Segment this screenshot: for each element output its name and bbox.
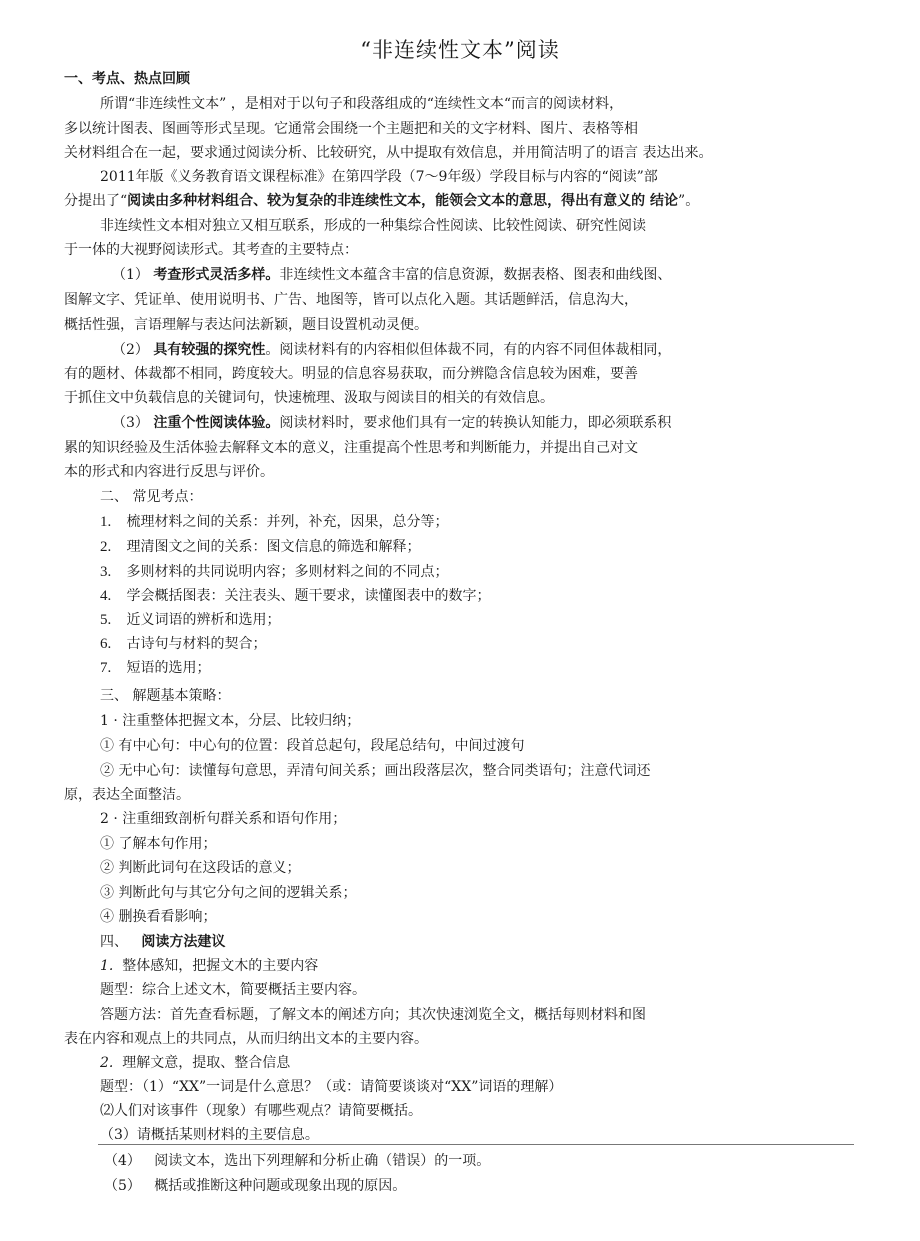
paragraph-2-line-2 [64, 191, 699, 211]
section-4-title: 阅读方法建议 [141, 934, 226, 950]
feature-2-line-1 [112, 340, 671, 360]
list-item [100, 610, 280, 630]
list-item [100, 658, 210, 678]
paragraph-2-prefix: 分提出了“ [64, 193, 128, 209]
paragraph-2-quote: 阅读由多种材料组合、较为复杂的非连续性文本，能领会文本的意思，得出有意义的 结论 [127, 193, 679, 209]
list-item-text: 多则材料的共同说明内容；多则材料之间的不同点； [126, 564, 449, 580]
method-2-question-type: 题型：（1）“XX”一词是什么意思？（或：请简要谈谈对“XX”词语的理解） [100, 1079, 563, 1095]
strategy-2: 2 · 注重细致剖析句群关系和语句作用； [100, 811, 347, 827]
list-item-text: 短语的选用； [126, 660, 211, 676]
section-3-heading: 三、 解题基本策略： [100, 688, 231, 704]
section-4-number: 四、 [100, 934, 128, 950]
feature-1-text: 非连续性文本蕴含丰富的信息资源，数据表格、图表和曲线图、 [279, 267, 672, 283]
paragraph-2-line-1: 2011年版《义务教育语文课程标准》在第四学段（7～9年级）学段目标与内容的“阅读”部 [100, 169, 658, 185]
list-item-number: 1. [100, 514, 112, 530]
paragraph-2-suffix: ”。 [678, 193, 700, 209]
method-1-question-type: 题型：综合上述文木，简要概括主要内容。 [100, 982, 366, 998]
feature-2-label: （2） [112, 342, 149, 358]
list-item [100, 512, 448, 532]
method-1-heading [100, 956, 318, 976]
feature-2-heading: 具有较强的探究性 [153, 342, 266, 358]
feature-3-line-3: 本的形式和内容进行反思与评价。 [64, 464, 274, 480]
list-item-number: 5. [100, 612, 112, 628]
section-1-heading: 一、考点、热点回顾 [64, 71, 190, 87]
feature-1-heading: 考查形式灵活多样。 [153, 267, 280, 283]
method-1-number: 1. [100, 958, 114, 974]
list-item-text: 梳理材料之间的关系：并列，补充，因果，总分等； [126, 514, 449, 530]
method-2-question-3: （3）请概括某则材料的主要信息。 [100, 1127, 319, 1143]
feature-3-heading: 注重个性阅读体验。 [153, 415, 280, 431]
list-item [100, 586, 490, 606]
method-2-title: 理解文意，提取、整合信息 [122, 1055, 291, 1071]
paragraph-1-line-2: 多以统计图表、图画等形式呈现。它通常会围绕一个主题把和关的文字材料、图片、表格等相 [64, 121, 638, 137]
list-item [100, 634, 266, 654]
list-item-text: 近义词语的辨析和选用； [126, 612, 281, 628]
question-5-label: （5） [104, 1178, 141, 1194]
list-item-text: 理清图文之间的关系：图文信息的筛选和解释； [126, 539, 421, 555]
strategy-1: 1 · 注重整体把握文本，分层、比较归纳； [100, 713, 361, 729]
question-4-text: 阅读文本，选出下列理解和分析止确（错误）的一项。 [154, 1153, 491, 1169]
list-item-number: 4. [100, 588, 112, 604]
list-item-number: 6. [100, 636, 112, 652]
feature-3-text: 阅读材料时，要求他们具有一定的转换认知能力，即必须联系积 [279, 415, 672, 431]
question-4-label: （4） [104, 1153, 141, 1169]
list-item [100, 537, 420, 557]
list-item: ② 判断此词句在这段话的意义； [100, 860, 301, 876]
strategy-1-point-a: ① 有中心句：中心句的位置：段首总起句，段尾总结句，中间过渡句 [100, 738, 525, 754]
list-item-number: 7. [100, 660, 112, 676]
paragraph-3-line-2: 于一体的大视野阅读形式。其考查的主要特点： [64, 242, 358, 258]
list-item: ① 了解本句作用； [100, 836, 217, 852]
feature-1-label: （1） [112, 267, 149, 283]
paragraph-1-line-3: 关材料组合在一起，要求通过阅读分析、比较研究，从中提取有效信息，并用简洁明了的语言 表达出来。 [64, 145, 713, 161]
feature-2-line-2: 有的题材、体裁都不相同，跨度较大。明显的信息容易获取，而分辨隐含信息较为困难，要善 [64, 366, 638, 382]
method-2-question-4 [104, 1151, 490, 1171]
question-5-text: 概括或推断这种问题或现象出现的原因。 [154, 1178, 407, 1194]
divider-line [98, 1144, 854, 1145]
page-title: “非连续性文本”阅读 [360, 38, 560, 62]
method-1-title: 整体感知，把握文木的主要内容 [122, 958, 319, 974]
list-item-number: 3. [100, 564, 112, 580]
list-item [100, 562, 448, 582]
section-2-heading: 二、 常见考点： [100, 489, 203, 505]
method-2-question-5 [104, 1176, 406, 1196]
paragraph-3-line-1: 非连续性文本相对独立又相互联系，形成的一种集综合性阅读、比较性阅读、研究性阅读 [100, 218, 646, 234]
section-4-heading [100, 932, 225, 952]
list-item: ④ 删换看看影响； [100, 909, 217, 925]
method-1-answer-line-1: 答题方法：首先查看标题，了解文本的阐述方向；其次快速浏览全文，概括每则材料和图 [100, 1007, 646, 1023]
feature-1-line-1 [112, 265, 671, 285]
strategy-1-point-b-line-1: ② 无中心句：读懂每句意思，弄清句间关系；画出段落层次，整合同类语句；注意代词还 [100, 763, 651, 779]
feature-3-line-2: 累的知识经验及生活体验去解释文本的意义，注重提高个性思考和判断能力，并提出自己对文 [64, 440, 638, 456]
list-item-number: 2. [100, 539, 112, 555]
method-2-question-2: ⑵人们对该事件（现象）有哪些观点？请简要概括。 [100, 1103, 422, 1119]
strategy-1-point-b-line-2: 原，表达全面整洁。 [64, 787, 190, 803]
feature-2-line-3: 于抓住文中负载信息的关键词句，快速梳理、汲取与阅读目的相关的有效信息。 [64, 390, 554, 406]
method-1-answer-line-2: 表在内容和观点上的共同点，从而归纳出文本的主要内容。 [64, 1031, 428, 1047]
list-item-text: 古诗句与材料的契合； [126, 636, 267, 652]
paragraph-1-line-1: 所谓“非连续性文本” ，是相对于以句子和段落组成的“连续性文本“而言的阅读材料， [100, 96, 624, 112]
list-item: ③ 判断此句与其它分句之间的逻辑关系； [100, 885, 357, 901]
feature-2-text: 。阅读材料有的内容相似但体裁不同，有的内容不同但体裁相同， [265, 342, 672, 358]
feature-1-line-2: 图解文字、凭证单、使用说明书、广告、地图等，皆可以点化入题。其话题鲜活，信息沟大， [64, 292, 638, 308]
method-2-heading [100, 1053, 290, 1073]
method-2-number: 2. [100, 1055, 114, 1071]
feature-3-label: （3） [112, 415, 149, 431]
feature-1-line-3: 概括性强，言语理解与表达问法新颖，题目设置机动灵便。 [64, 317, 428, 333]
list-item-text: 学会概括图表：关注表头、题干要求，读懂图表中的数字； [126, 588, 491, 604]
feature-3-line-1 [112, 413, 671, 433]
